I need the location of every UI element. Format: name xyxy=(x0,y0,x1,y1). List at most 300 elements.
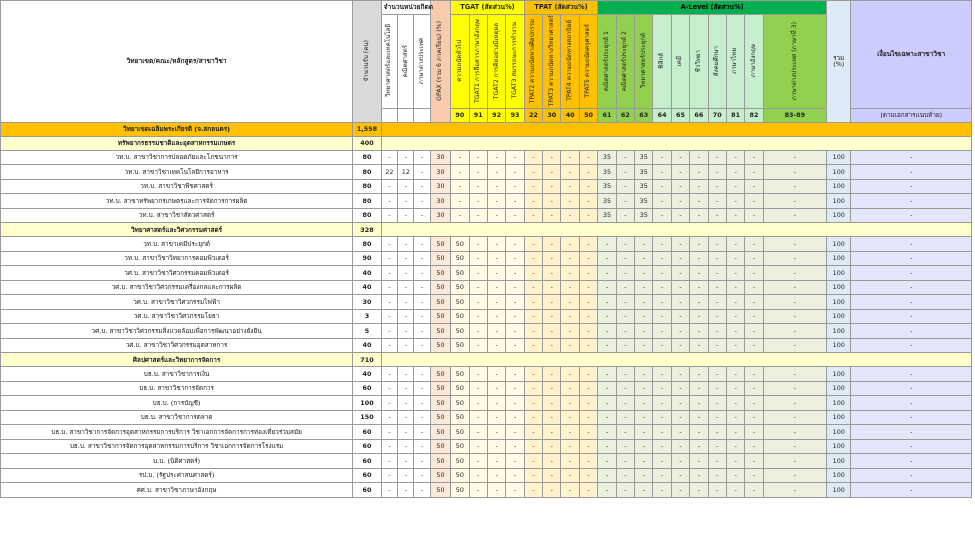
header-unit-lang: ภาษาต่างประเทศ xyxy=(414,15,430,109)
row-fill xyxy=(381,136,971,150)
row-cell: - xyxy=(851,150,972,165)
row-cell: - xyxy=(451,179,469,194)
row-cell: - xyxy=(506,454,524,469)
row-cell: - xyxy=(414,150,430,165)
row-cell: - xyxy=(653,324,671,339)
row-cell: - xyxy=(745,468,763,483)
row-cell: - xyxy=(524,150,542,165)
row-cell: - xyxy=(690,251,708,266)
row-cell: - xyxy=(414,295,430,310)
row-cell: - xyxy=(414,367,430,382)
row-name: บธ.บ. (การบัญชี) xyxy=(1,396,353,411)
row-cell: - xyxy=(726,483,744,498)
row-cell: - xyxy=(598,237,616,252)
row-total: 90 xyxy=(353,251,382,266)
row-cell: 50 xyxy=(451,439,469,454)
row-cell: - xyxy=(381,280,397,295)
table-row xyxy=(1,179,972,194)
row-cell: - xyxy=(543,165,561,180)
row-cell: - xyxy=(671,367,689,382)
row-cell: - xyxy=(487,194,505,209)
row-cell: - xyxy=(671,396,689,411)
row-cell: - xyxy=(543,410,561,425)
header-unit-sci: วิทยาศาสตร์และเทคโนโลยี xyxy=(381,15,397,109)
table-row xyxy=(1,439,972,454)
row-total: 30 xyxy=(353,295,382,310)
row-cell: - xyxy=(381,194,397,209)
row-cell: 35 xyxy=(598,150,616,165)
row-cell: - xyxy=(469,194,487,209)
header-tpat-label: TPAT4 ความถนัดทางสถาปัตย์ xyxy=(561,15,579,109)
row-cell: 12 xyxy=(398,165,414,180)
row-cell: - xyxy=(579,338,597,353)
row-cell: - xyxy=(653,396,671,411)
row-cell: - xyxy=(598,381,616,396)
row-cell: - xyxy=(524,425,542,440)
row-name: ศิลปศาสตร์และวิทยาการจัดการ xyxy=(1,353,353,367)
row-cell: - xyxy=(579,309,597,324)
row-total: 100 xyxy=(353,396,382,411)
row-cell: - xyxy=(708,410,726,425)
row-cell: - xyxy=(598,367,616,382)
row-cell: - xyxy=(487,165,505,180)
row-cell: - xyxy=(653,338,671,353)
row-cell: - xyxy=(616,237,634,252)
row-cell: - xyxy=(414,468,430,483)
row-cell: 100 xyxy=(826,309,851,324)
row-cell: - xyxy=(763,338,826,353)
header-alevel-code: 82 xyxy=(745,108,763,122)
row-cell: - xyxy=(690,280,708,295)
row-cell: 100 xyxy=(826,439,851,454)
row-cell: 50 xyxy=(430,295,450,310)
row-cell: - xyxy=(524,251,542,266)
row-cell: - xyxy=(763,280,826,295)
row-cell: - xyxy=(671,266,689,281)
row-cell: - xyxy=(451,194,469,209)
row-cell: - xyxy=(579,280,597,295)
header-tgat-label: TGAT3 สมรรถนะการทำงาน xyxy=(506,15,524,109)
row-cell: - xyxy=(381,396,397,411)
header-conditions: เงื่อนไขเฉพาะสาขาวิชา xyxy=(851,1,972,109)
header-tgat-code: 91 xyxy=(469,108,487,122)
header-tgat-code: 92 xyxy=(487,108,505,122)
row-cell: - xyxy=(745,439,763,454)
row-cell: 50 xyxy=(451,324,469,339)
row-cell: - xyxy=(598,425,616,440)
row-cell: - xyxy=(635,237,653,252)
row-cell: - xyxy=(635,381,653,396)
row-cell: - xyxy=(598,251,616,266)
row-cell: - xyxy=(726,338,744,353)
row-cell: 100 xyxy=(826,483,851,498)
row-name: วท.บ. สาขาวิชาสัตวศาสตร์ xyxy=(1,208,353,223)
row-cell: - xyxy=(763,454,826,469)
row-cell: - xyxy=(851,266,972,281)
row-cell: - xyxy=(708,295,726,310)
row-total: 5 xyxy=(353,324,382,339)
row-cell: - xyxy=(690,295,708,310)
row-cell: - xyxy=(543,179,561,194)
row-cell: - xyxy=(690,439,708,454)
section-row xyxy=(1,353,972,367)
row-cell: - xyxy=(469,165,487,180)
row-cell: - xyxy=(851,338,972,353)
row-cell: 35 xyxy=(598,194,616,209)
row-cell: 50 xyxy=(430,266,450,281)
header-units-group: จำนวนหน่วยกิตต xyxy=(381,1,430,15)
header-alevel-label: ภาษาอังกฤษ xyxy=(745,15,763,109)
row-name: วศ.บ. สาขาวิชาวิศวกรรมเครื่องกลและการผลิต xyxy=(1,280,353,295)
header-tpat-label: TPAT2 ความถนัดทางศิลปกรรม xyxy=(524,15,542,109)
row-cell: - xyxy=(469,309,487,324)
row-cell: - xyxy=(851,454,972,469)
row-cell: - xyxy=(708,150,726,165)
header-tpat-code: 50 xyxy=(579,108,597,122)
row-cell: - xyxy=(506,179,524,194)
row-cell: - xyxy=(653,280,671,295)
row-cell: - xyxy=(708,208,726,223)
row-total: 60 xyxy=(353,468,382,483)
row-cell: - xyxy=(469,439,487,454)
row-cell: - xyxy=(469,468,487,483)
header-tpat-label: TPAT5 ความถนัดครุศาสตร์ xyxy=(579,15,597,109)
row-cell: 50 xyxy=(451,483,469,498)
row-cell: 100 xyxy=(826,280,851,295)
header-tgat-label: ความถนัดทั่วไป xyxy=(451,15,469,109)
row-cell: - xyxy=(561,439,579,454)
row-cell: 22 xyxy=(381,165,397,180)
row-cell: - xyxy=(763,367,826,382)
row-cell: - xyxy=(635,309,653,324)
row-cell: - xyxy=(745,324,763,339)
row-cell: - xyxy=(579,266,597,281)
row-cell: - xyxy=(745,338,763,353)
table-row xyxy=(1,381,972,396)
row-cell: - xyxy=(381,454,397,469)
row-cell: - xyxy=(579,251,597,266)
row-cell: - xyxy=(414,179,430,194)
row-cell: - xyxy=(671,251,689,266)
row-cell: - xyxy=(561,324,579,339)
row-cell: 100 xyxy=(826,338,851,353)
row-name: วศ.บ. สาขาวิชาวิศวกรรมคอมพิวเตอร์ xyxy=(1,266,353,281)
row-cell: 100 xyxy=(826,396,851,411)
row-name: บธ.บ. สาขาวิชาการเงิน xyxy=(1,367,353,382)
row-cell: - xyxy=(543,194,561,209)
row-cell: - xyxy=(579,367,597,382)
row-cell: - xyxy=(745,483,763,498)
row-cell: - xyxy=(381,295,397,310)
row-cell: - xyxy=(561,194,579,209)
row-cell: - xyxy=(543,280,561,295)
row-cell: - xyxy=(851,280,972,295)
row-cell: - xyxy=(851,208,972,223)
row-cell: - xyxy=(635,396,653,411)
row-cell: - xyxy=(524,266,542,281)
row-cell: - xyxy=(543,309,561,324)
row-cell: - xyxy=(561,338,579,353)
row-cell: - xyxy=(414,309,430,324)
row-cell: - xyxy=(414,324,430,339)
row-cell: - xyxy=(653,439,671,454)
row-cell: 50 xyxy=(451,468,469,483)
row-cell: - xyxy=(543,338,561,353)
row-cell: - xyxy=(851,396,972,411)
row-cell: - xyxy=(398,439,414,454)
row-cell: - xyxy=(616,468,634,483)
row-cell: 100 xyxy=(826,251,851,266)
row-cell: - xyxy=(381,468,397,483)
table-row xyxy=(1,150,972,165)
row-cell: - xyxy=(561,381,579,396)
row-cell: - xyxy=(561,208,579,223)
header-alevel-code: 81 xyxy=(726,108,744,122)
header-alevel-code: 63 xyxy=(635,108,653,122)
row-cell: - xyxy=(487,396,505,411)
row-cell: 100 xyxy=(826,381,851,396)
row-cell: - xyxy=(745,165,763,180)
row-cell: - xyxy=(616,295,634,310)
row-cell: - xyxy=(598,309,616,324)
row-cell: - xyxy=(690,338,708,353)
row-cell: - xyxy=(506,280,524,295)
row-cell: - xyxy=(616,179,634,194)
row-cell: - xyxy=(414,454,430,469)
row-cell: - xyxy=(381,251,397,266)
row-cell: - xyxy=(616,266,634,281)
row-cell: - xyxy=(506,396,524,411)
row-cell: - xyxy=(524,367,542,382)
row-cell: - xyxy=(469,251,487,266)
row-cell: 50 xyxy=(430,324,450,339)
row-cell: - xyxy=(543,150,561,165)
row-cell: 35 xyxy=(598,179,616,194)
row-cell: - xyxy=(851,367,972,382)
row-cell: - xyxy=(398,338,414,353)
row-fill xyxy=(381,223,971,237)
row-cell: - xyxy=(635,425,653,440)
row-cell: - xyxy=(653,295,671,310)
row-cell: - xyxy=(381,483,397,498)
row-cell: - xyxy=(726,454,744,469)
row-total: 80 xyxy=(353,150,382,165)
row-cell: - xyxy=(653,410,671,425)
row-total: 60 xyxy=(353,483,382,498)
header-tgat-code: 93 xyxy=(506,108,524,122)
row-cell: - xyxy=(690,208,708,223)
row-total: 80 xyxy=(353,179,382,194)
row-total: 60 xyxy=(353,425,382,440)
row-cell: - xyxy=(414,194,430,209)
row-cell: - xyxy=(579,410,597,425)
row-cell: - xyxy=(671,425,689,440)
row-cell: - xyxy=(653,266,671,281)
table-row xyxy=(1,396,972,411)
row-cell: - xyxy=(708,266,726,281)
row-cell: - xyxy=(543,237,561,252)
row-cell: - xyxy=(487,251,505,266)
header-tpat-label: TPAT3 ความถนัดทางวิทยาศาสตร์ xyxy=(543,15,561,109)
row-name: วศ.บ. สาขาวิชาวิศวกรรมสิ่งแวดล้อมเพื่อการพัฒนาอย่างยั่งยืน xyxy=(1,324,353,339)
row-cell: - xyxy=(487,280,505,295)
row-cell: 50 xyxy=(451,410,469,425)
header-alevel-label: คณิตศาสตร์ประยุกต์ 2 xyxy=(616,15,634,109)
header-program-name: วิทยาเขต/คณะ/หลักสูตร/สาขาวิชา xyxy=(1,1,353,123)
row-cell: - xyxy=(398,208,414,223)
row-cell: - xyxy=(487,410,505,425)
row-cell: - xyxy=(579,454,597,469)
row-cell: - xyxy=(708,381,726,396)
row-cell: - xyxy=(708,280,726,295)
row-cell: - xyxy=(414,237,430,252)
row-cell: - xyxy=(414,396,430,411)
row-cell: - xyxy=(506,381,524,396)
row-cell: - xyxy=(726,208,744,223)
row-cell: - xyxy=(398,396,414,411)
row-cell: - xyxy=(616,425,634,440)
row-cell: - xyxy=(598,468,616,483)
row-cell: - xyxy=(616,454,634,469)
row-cell: - xyxy=(579,483,597,498)
row-name: วท.บ. สาขาเคมีประยุกต์ xyxy=(1,237,353,252)
row-cell: - xyxy=(506,208,524,223)
row-cell: - xyxy=(543,266,561,281)
header-alevel-code: 83-89 xyxy=(763,108,826,122)
row-cell: - xyxy=(398,251,414,266)
row-cell: - xyxy=(745,425,763,440)
row-cell: - xyxy=(524,179,542,194)
row-cell: - xyxy=(524,194,542,209)
row-cell: - xyxy=(726,251,744,266)
table-row xyxy=(1,483,972,498)
row-cell: - xyxy=(524,338,542,353)
row-cell: - xyxy=(506,237,524,252)
row-cell: - xyxy=(487,367,505,382)
table-row xyxy=(1,194,972,209)
row-cell: - xyxy=(763,483,826,498)
row-cell: - xyxy=(524,165,542,180)
row-cell: - xyxy=(851,483,972,498)
row-cell: - xyxy=(635,324,653,339)
row-name: รป.บ. (รัฐประศาสนศาสตร์) xyxy=(1,468,353,483)
row-cell: - xyxy=(579,425,597,440)
row-total: 328 xyxy=(353,223,382,237)
row-cell: - xyxy=(671,468,689,483)
row-cell: - xyxy=(579,396,597,411)
header-gpax: GPAX (รวม 6 ภาคเรียน) (%) xyxy=(430,1,450,123)
row-total: 710 xyxy=(353,353,382,367)
row-cell: - xyxy=(561,179,579,194)
row-cell: - xyxy=(398,410,414,425)
row-cell: - xyxy=(635,338,653,353)
header-tgat-label: TGAT2 การคิดอย่างมีเหตุผล xyxy=(487,15,505,109)
row-cell: - xyxy=(763,251,826,266)
row-cell: - xyxy=(414,251,430,266)
row-cell: - xyxy=(708,194,726,209)
row-cell: - xyxy=(469,367,487,382)
row-cell: - xyxy=(763,468,826,483)
row-cell: 30 xyxy=(430,179,450,194)
row-cell: - xyxy=(745,295,763,310)
header-alevel-label: ฟิสิกส์ xyxy=(653,15,671,109)
row-cell: - xyxy=(579,165,597,180)
row-cell: - xyxy=(598,266,616,281)
row-name: วศ.บ. สาขาวิชาวิศวกรรมโยธา xyxy=(1,309,353,324)
row-cell: - xyxy=(671,295,689,310)
row-cell: - xyxy=(543,425,561,440)
row-cell: - xyxy=(745,410,763,425)
row-cell: - xyxy=(635,251,653,266)
row-cell: 50 xyxy=(430,251,450,266)
row-cell: - xyxy=(763,410,826,425)
row-cell: - xyxy=(543,396,561,411)
row-cell: 100 xyxy=(826,468,851,483)
row-cell: - xyxy=(543,367,561,382)
row-cell: - xyxy=(561,280,579,295)
row-cell: - xyxy=(851,251,972,266)
row-cell: 35 xyxy=(635,179,653,194)
row-name: บธ.บ. สาขาวิชาการจัดการ xyxy=(1,381,353,396)
row-cell: - xyxy=(708,439,726,454)
row-cell: - xyxy=(653,483,671,498)
table-row xyxy=(1,165,972,180)
row-cell: - xyxy=(851,309,972,324)
row-cell: - xyxy=(851,381,972,396)
row-cell: - xyxy=(690,483,708,498)
row-fill xyxy=(381,353,971,367)
row-cell: 50 xyxy=(451,367,469,382)
row-cell: - xyxy=(381,439,397,454)
row-cell: - xyxy=(653,425,671,440)
header-alevel-code: 65 xyxy=(671,108,689,122)
row-cell: - xyxy=(653,367,671,382)
row-cell: - xyxy=(708,367,726,382)
row-cell: - xyxy=(543,208,561,223)
row-cell: - xyxy=(763,179,826,194)
row-cell: - xyxy=(726,309,744,324)
row-cell: 30 xyxy=(430,208,450,223)
row-cell: 35 xyxy=(598,165,616,180)
row-cell: - xyxy=(414,381,430,396)
row-cell: - xyxy=(561,468,579,483)
row-cell: - xyxy=(708,309,726,324)
row-cell: - xyxy=(671,208,689,223)
row-cell: 100 xyxy=(826,237,851,252)
row-cell: - xyxy=(726,280,744,295)
row-cell: 35 xyxy=(635,208,653,223)
row-cell: - xyxy=(598,439,616,454)
row-cell: - xyxy=(398,266,414,281)
row-cell: - xyxy=(745,179,763,194)
row-cell: - xyxy=(851,165,972,180)
row-cell: - xyxy=(381,381,397,396)
row-cell: - xyxy=(487,179,505,194)
row-cell: - xyxy=(398,295,414,310)
row-cell: - xyxy=(708,237,726,252)
row-cell: - xyxy=(616,208,634,223)
row-cell: - xyxy=(414,280,430,295)
row-cell: 35 xyxy=(635,194,653,209)
row-cell: - xyxy=(690,324,708,339)
row-cell: - xyxy=(851,295,972,310)
row-cell: - xyxy=(598,280,616,295)
row-cell: - xyxy=(398,179,414,194)
table-row xyxy=(1,454,972,469)
row-cell: - xyxy=(851,324,972,339)
row-cell: - xyxy=(561,454,579,469)
row-cell: - xyxy=(690,309,708,324)
